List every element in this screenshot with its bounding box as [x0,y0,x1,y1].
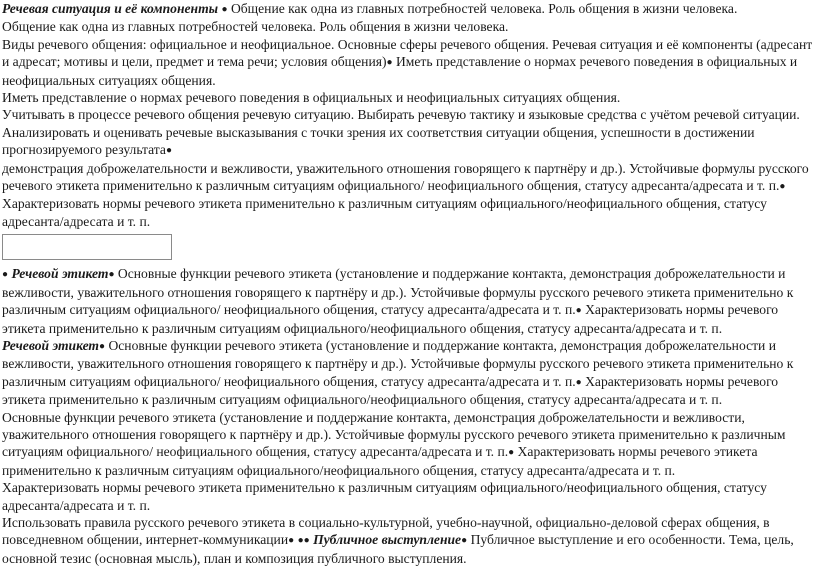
bullet-icon: ● [288,535,295,547]
paragraph-public-speaking [2,514,814,567]
paragraph-text: Публичное выступление и его особенности. Тема, цель, основной тезис (основная мысль), план и композиция публичного выступления. [2,532,794,566]
bullet-icon: ● [303,535,310,547]
paragraph-speech-etiquette-1 [2,265,814,337]
bullet-icon: ● [508,447,515,459]
bullet-icon: ● [779,181,786,193]
bullet-icon: ● [575,376,582,388]
heading-speech-etiquette: Речевой этикет [2,337,99,353]
paragraph-text: Общение как одна из главных потребностей человека. Роль общения в жизни человека. [230,1,738,16]
paragraph-speech-situation [2,0,814,18]
bullet-icon: ● [461,535,468,547]
paragraph-types-of-communication [2,36,814,89]
heading-public-speaking: Публичное выступление [313,532,462,548]
paragraph-text: Основные функции речевого этикета (установление и поддержание контакта, демонстрация доброжелательности и вежливости, уважительного отношения говорящего к партнёру и др.). Устойчивые формулы русского речевого этикета применительно к различным ситуациям официального/ неофициального общения, статусу адресанта/адресата и т. п. [2,409,786,460]
paragraph-text: Характеризовать нормы речевого этикета применительно к различным ситуациям официального/неофициального общения, статусу адресанта/адресата и т. п. [2,302,779,336]
bullet-icon: ● [2,269,9,281]
bullet-icon: ● [99,340,106,352]
paragraph-text: Использовать правила русского речевого этикета в социально-культурной, учебно-научной, официально-деловой сферах общения, в повседневном общении, интернет-коммуникации [2,514,770,548]
bullet-icon: ● [221,4,228,15]
paragraph-analysis [2,124,814,160]
document-body [2,0,814,567]
paragraph-speech-etiquette-2 [2,337,814,409]
paragraph-etiquette-formulas [2,160,814,231]
paragraph-text: Анализировать и оценивать речевые высказывания с точки зрения их соответствия ситуации общения, успешности в достижении прогнозируемого результата [2,124,755,158]
paragraph-text: Основные функции речевого этикета (установление и поддержание контакта, демонстрация доброжелательности и вежливости, уважительного отношения говорящего к партнёру и др.). Устойчивые формулы русского речевого этикета применительно к различным ситуациям официального/ неофициального общения, статусу адресанта/адресата и т. п. [2,266,794,318]
paragraph-text: Характеризовать нормы речевого этикета применительно к различным ситуациям официального/неофициального общения, статусу адресанта/адресата и т. п. [2,196,767,229]
bullet-icon: ● [575,305,582,317]
paragraph-text: Основные функции речевого этикета (установление и поддержание контакта, демонстрация доброжелательности и вежливости, уважительного отношения говорящего к партнёру и др.). Устойчивые формулы русского речевого этикета применительно к различным ситуациям официального/ неофициального общения, статусу адресанта/адресата и т. п. [2,337,794,389]
bullet-icon: ● [108,269,115,281]
paragraph-etiquette-functions [2,409,814,480]
bullet-icon: ● [297,535,304,547]
bullet-icon: ● [386,57,393,69]
empty-frame-box [2,234,172,260]
paragraph-behavior-norms: Иметь представление о нормах речевого поведения в официальных и неофициальных ситуациях общения. [2,90,621,106]
bullet-icon: ● [165,145,172,157]
paragraph-text: Иметь представление о нормах речевого поведения в официальных и неофициальных ситуациях общения. [2,54,798,88]
paragraph-text: Характеризовать нормы речевого этикета применительно к различным ситуациям официального/неофициального общения, статусу адресанта/адресата и т. п. [2,373,779,408]
heading-speech-etiquette: Речевой этикет [11,266,109,282]
paragraph-communication-needs: Общение как одна из главных потребностей человека. Роль общения в жизни человека. [2,19,509,35]
paragraph-text: Характеризовать нормы речевого этикета применительно к различным ситуациям официального/неофициального общения, статусу адресанта/адресата и т. п. [2,444,758,478]
paragraph-text: Виды речевого общения: официальное и неофициальное. Основные сферы речевого общения. Речевая ситуация и её компоненты (адресант и адресат; мотивы и цели, предмет и тема речи; условия общения) [2,36,813,70]
paragraph-etiquette-norms: Характеризовать нормы речевого этикета применительно к различным ситуациям официального/неофициального общения, статусу адресанта/адресата и т. п. [2,480,767,513]
paragraph-speech-tactics: Учитывать в процессе речевого общения речевую ситуацию. Выбирать речевую тактику и языковые средства с учётом речевой ситуации. [2,107,800,123]
paragraph-text: демонстрация доброжелательности и вежливости, уважительного отношения говорящего к партнёру и др.). Устойчивые формулы русского речевого этикета применительно к различным ситуациям официального/ неофициального общения, статусу адресанта/адресата и т. п. [2,160,809,194]
heading-speech-situation: Речевая ситуация и её компоненты [2,1,219,16]
